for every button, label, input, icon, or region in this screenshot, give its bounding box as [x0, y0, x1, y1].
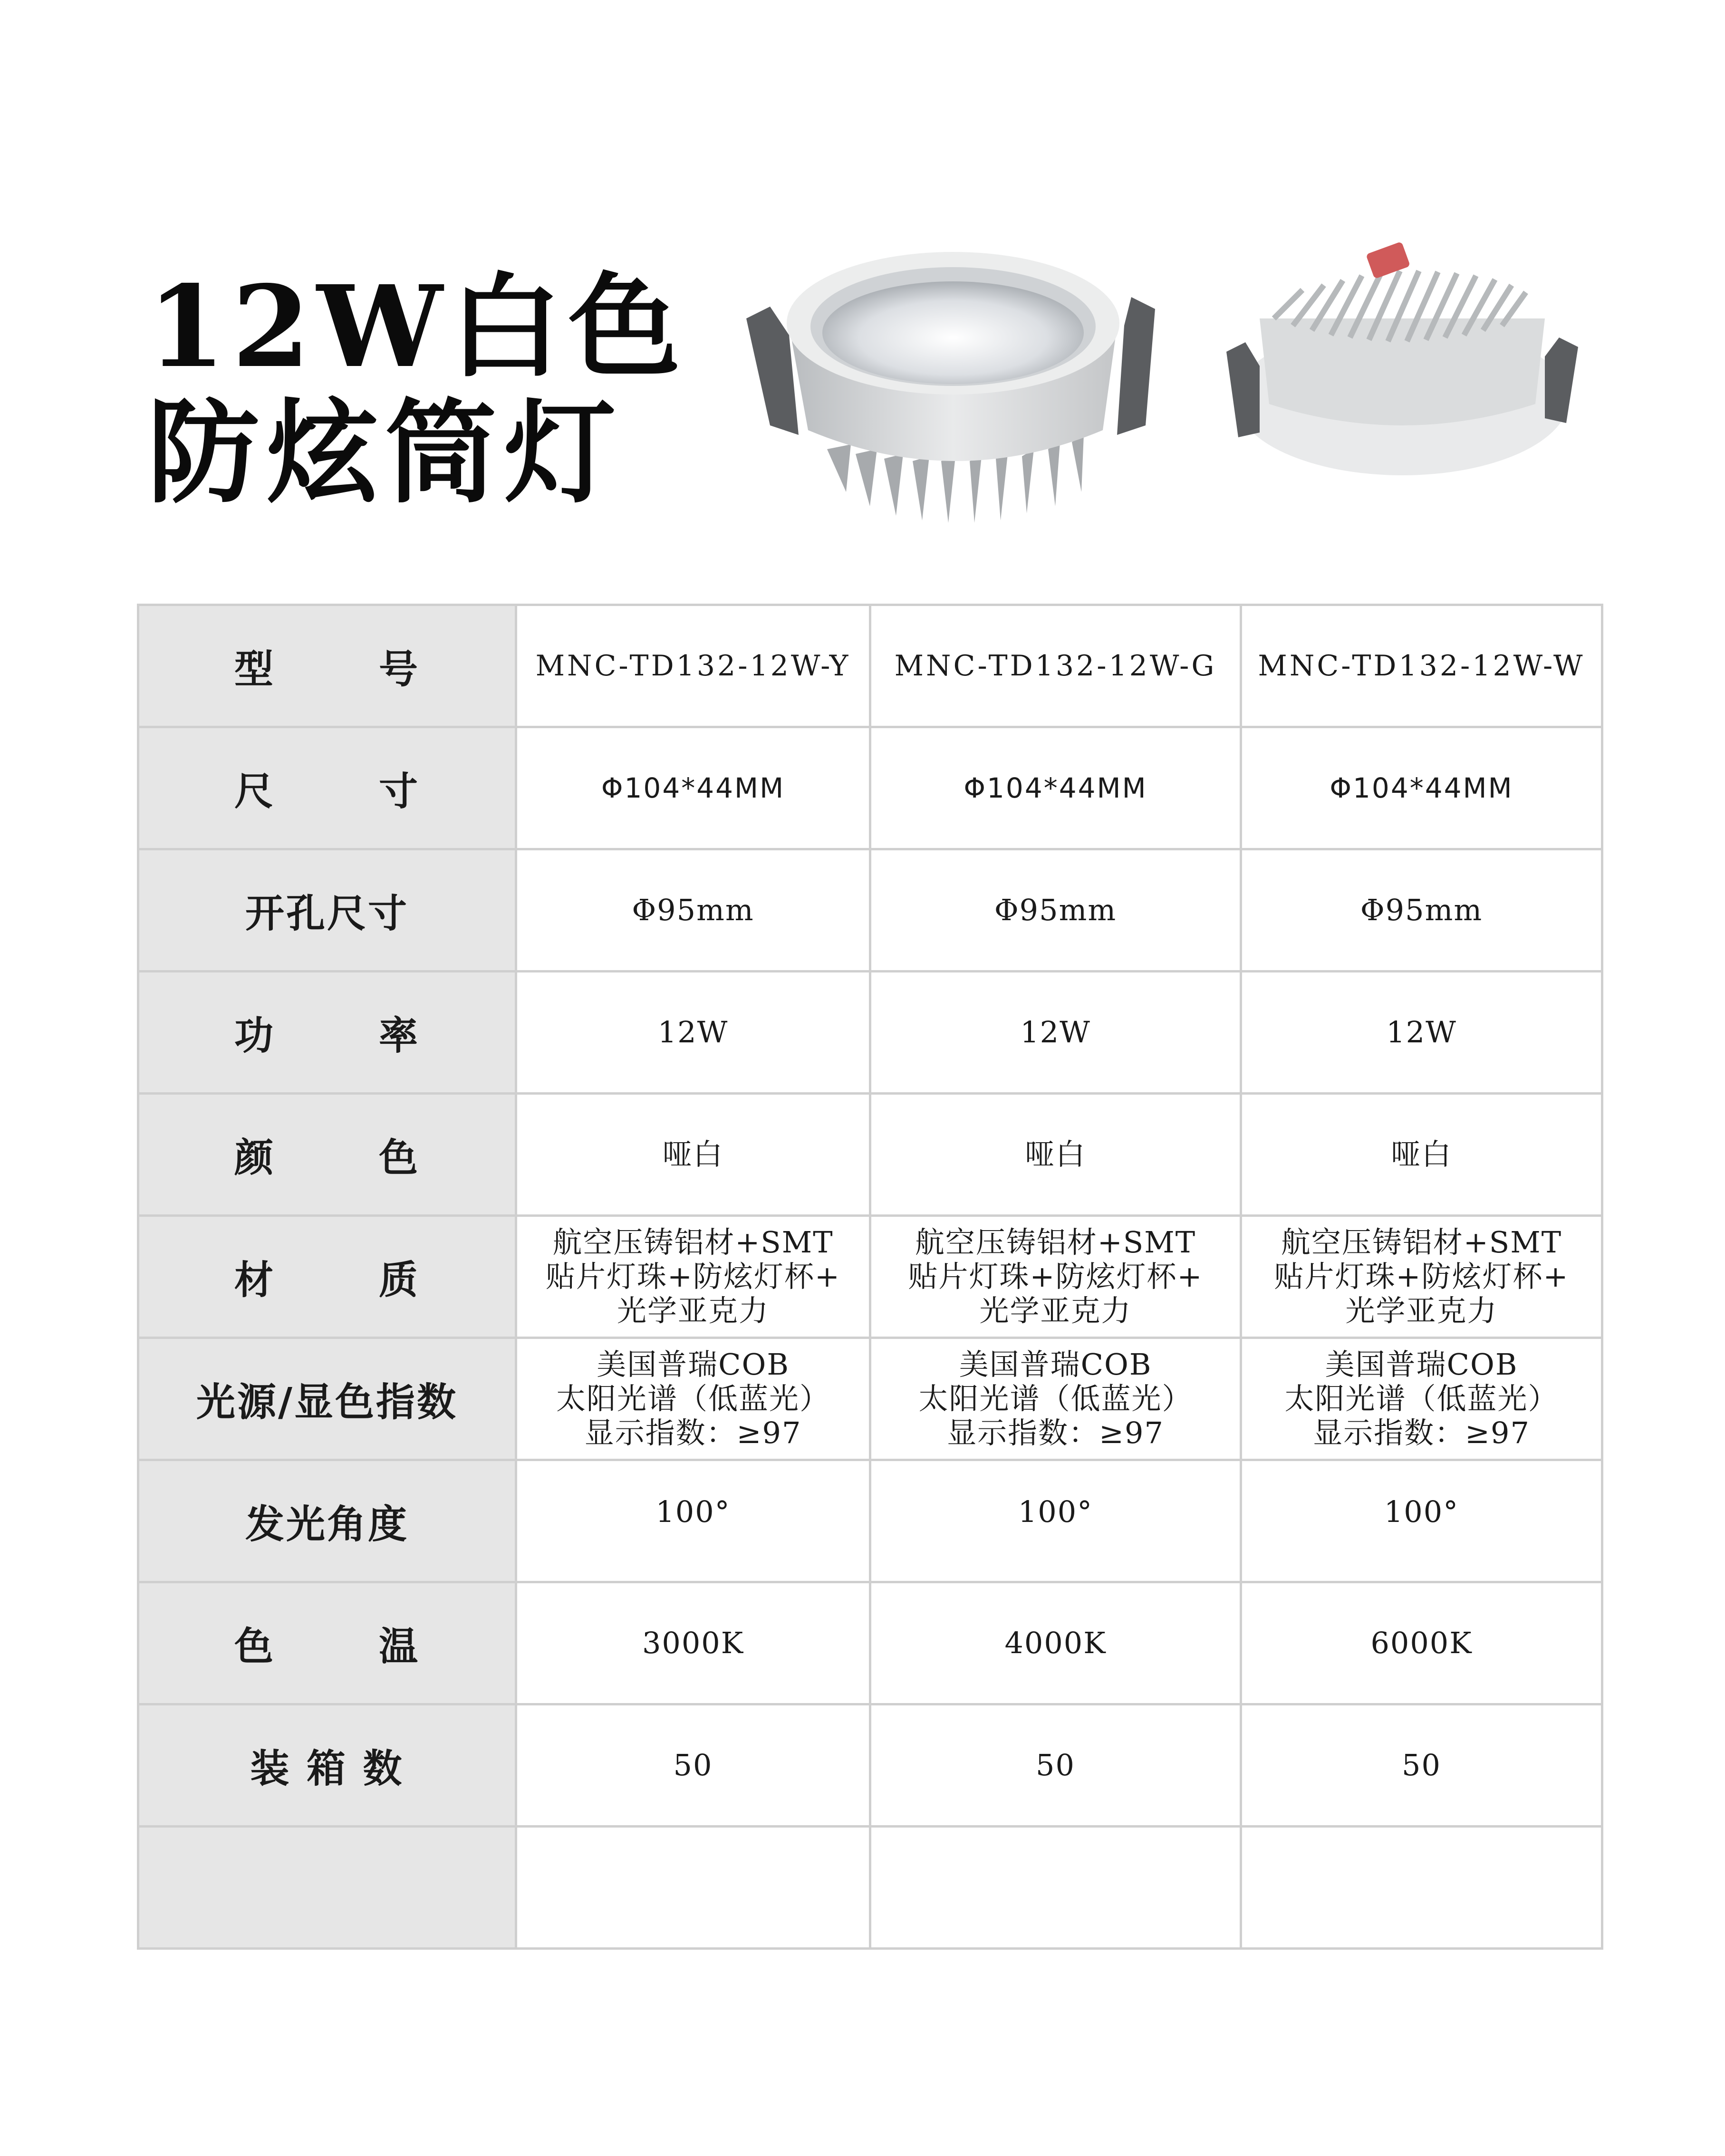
light-source-value-2: 美国普瑞COB 太阳光谱（低蓝光） 显示指数：≥97	[870, 1338, 1241, 1460]
color-value-3: 哑白	[1241, 1094, 1602, 1216]
row-label-color: 颜 色	[138, 1094, 516, 1216]
row-label-light-source: 光源/显色指数	[138, 1338, 516, 1460]
table-row-cutout	[138, 849, 1602, 972]
row-label-model: 型 号	[138, 605, 516, 727]
power-value-3: 12W	[1241, 972, 1602, 1094]
model-value-g: MNC-TD132-12W-G	[870, 605, 1241, 727]
table-row-power	[138, 972, 1602, 1094]
table-row-size	[138, 727, 1602, 849]
size-value-2: Φ104*44MM	[870, 727, 1241, 849]
empty-value-1	[516, 1827, 870, 1949]
beam-angle-value-1: 100°	[516, 1460, 870, 1582]
row-label-size: 尺 寸	[138, 727, 516, 849]
row-label-cutout: 开孔尺寸	[138, 849, 516, 972]
downlight-back-illustration	[1217, 223, 1588, 490]
downlight-front-image	[727, 226, 1184, 535]
size-value-1: Φ104*44MM	[516, 727, 870, 849]
model-value-y: MNC-TD132-12W-Y	[516, 605, 870, 727]
title-line-2: 防炫筒灯	[147, 386, 623, 519]
table-row-carton-qty	[138, 1704, 1602, 1827]
row-label-power: 功 率	[138, 972, 516, 1094]
row-label-carton-qty: 装 箱 数	[138, 1704, 516, 1827]
table-row-material	[138, 1216, 1602, 1338]
power-value-2: 12W	[870, 972, 1241, 1094]
cutout-value-3: Φ95mm	[1241, 849, 1602, 972]
color-value-2: 哑白	[870, 1094, 1241, 1216]
row-label-beam-angle: 发光角度	[138, 1460, 516, 1582]
color-temp-value-2: 4000K	[870, 1582, 1241, 1704]
page-title	[147, 260, 687, 519]
table-row-color	[138, 1094, 1602, 1216]
empty-value-2	[870, 1827, 1241, 1949]
empty-value-3	[1241, 1827, 1602, 1949]
row-label-color-temp: 色 温	[138, 1582, 516, 1704]
title-line-1: 12W白色	[147, 260, 687, 393]
carton-qty-value-3: 50	[1241, 1704, 1602, 1827]
cutout-value-1: Φ95mm	[516, 849, 870, 972]
power-value-1: 12W	[516, 972, 870, 1094]
light-source-value-1: 美国普瑞COB 太阳光谱（低蓝光） 显示指数：≥97	[516, 1338, 870, 1460]
table-row-model	[138, 605, 1602, 727]
table-row-beam-angle	[138, 1460, 1602, 1582]
cutout-value-2: Φ95mm	[870, 849, 1241, 972]
color-temp-value-1: 3000K	[516, 1582, 870, 1704]
light-source-value-3: 美国普瑞COB 太阳光谱（低蓝光） 显示指数：≥97	[1241, 1338, 1602, 1460]
beam-angle-value-3: 100°	[1241, 1460, 1602, 1582]
color-value-1: 哑白	[516, 1094, 870, 1216]
downlight-front-illustration	[727, 226, 1184, 535]
table-row-light-source	[138, 1338, 1602, 1460]
material-value-3: 航空压铸铝材+SMT 贴片灯珠+防炫灯杯+ 光学亚克力	[1241, 1216, 1602, 1338]
carton-qty-value-1: 50	[516, 1704, 870, 1827]
table-row-empty	[138, 1827, 1602, 1949]
carton-qty-value-2: 50	[870, 1704, 1241, 1827]
row-label-empty	[138, 1827, 516, 1949]
material-value-1: 航空压铸铝材+SMT 贴片灯珠+防炫灯杯+ 光学亚克力	[516, 1216, 870, 1338]
row-label-material: 材 质	[138, 1216, 516, 1338]
spec-table	[137, 604, 1603, 1950]
material-value-2: 航空压铸铝材+SMT 贴片灯珠+防炫灯杯+ 光学亚克力	[870, 1216, 1241, 1338]
table-row-color-temp	[138, 1582, 1602, 1704]
size-value-3: Φ104*44MM	[1241, 727, 1602, 849]
beam-angle-value-2: 100°	[870, 1460, 1241, 1582]
model-value-w: MNC-TD132-12W-W	[1241, 605, 1602, 727]
downlight-back-image	[1217, 223, 1588, 490]
color-temp-value-3: 6000K	[1241, 1582, 1602, 1704]
